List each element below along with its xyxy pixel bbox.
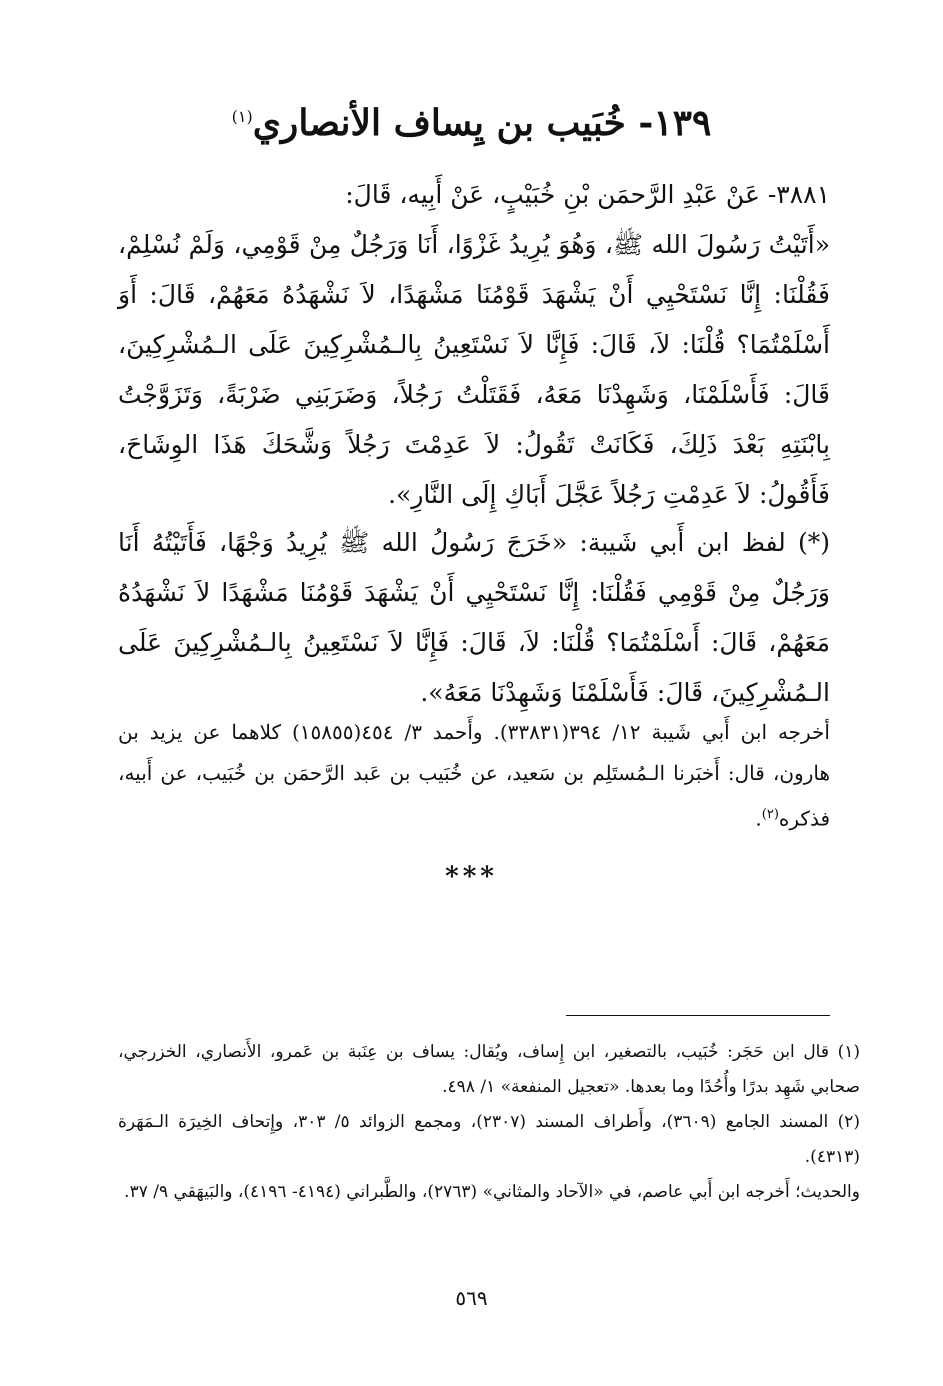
footnote-2: (٢) المسند الجامع (٣٦٠٩)، وأَطراف المسند (٢٣٠٧)، ومجمع الزوائد ٥/ ٣٠٣، وإِتحاف الخِيرَة الـمَهَرة (٤٣١٣). [118,1112,860,1167]
footnotes [118,1035,860,1210]
hadith-text [118,170,830,520]
footnote-ref-1: (١) [231,107,253,126]
takhrij-end: . [755,806,762,831]
footnote-divider [566,1015,830,1016]
footnote-ref-2: (٢) [761,807,779,822]
hadith-matn: «أَتَيْتُ رَسُولَ الله ﷺ، وَهُوَ يُرِيدُ غَزْوًا، أَنَا وَرَجُلٌ مِنْ قَوْمِي، وَلَمْ نُسْلِمْ، فَقُلْنَا: إِنَّا نَسْتَحْيِي أَنْ يَشْهَدَ قَوْمُنَا مَشْهَدًا، لاَ نَشْهَدُهُ مَعَهُمْ، قَالَ: أَوَ أَسْلَمْتُمَا؟ قُلْنَا: لاَ، قَالَ: فَإِنَّا لاَ نَسْتَعِينُ بِالـمُشْرِكِينَ عَلَى الـمُشْرِكِينَ، قَالَ: فَأَسْلَمْنَا، وَشَهِدْنَا مَعَهُ، فَقَتَلْتُ رَجُلاً، وَضَرَبَنِي ضَرْبَةً، وَتَزَوَّجْتُ بِابْنَتِهِ بَعْدَ ذَلِكَ، فَكَانَتْ تَقُولُ: لاَ عَدِمْتَ رَجُلاً وَشَّحَكَ هَذَا الوِشَاحَ، فَأَقُولُ: لاَ عَدِمْتِ رَجُلاً عَجَّلَ أَبَاكِ إِلَى النَّارِ». [118,230,830,509]
page-number: ٥٦٩ [455,1286,488,1310]
variant-wording [118,518,830,718]
chapter-heading [0,92,943,148]
chapter-title: ١٣٩- خُبَيب بن يِساف الأنصاري [252,102,712,144]
variant-text: (*) لفظ ابن أَبي شَيبة: «خَرَجَ رَسُولُ الله ﷺ يُرِيدُ وَجْهًا، فَأَتَيْتُهُ أَنَا وَرَجُلٌ مِنْ قَوْمِي فَقُلْنَا: إِنَّا نَسْتَحْيِي أَنْ يَشْهَدَ قَوْمُنَا مَشْهَدًا لاَ نَشْهَدُهُ مَعَهُمْ، قَالَ: أَسْلَمْتُمَا؟ قُلْنَا: لاَ، قَالَ: فَإِنَّا لاَ نَسْتَعِينُ بِالـمُشْرِكِينَ عَلَى الـمُشْرِكِينَ، قَالَ: فَأَسْلَمْنَا وَشَهِدْنَا مَعَهُ». [118,528,830,707]
footnote-2-continuation: والحديث؛ أَخرجه ابن أَبي عاصم، في «الآحاد والمثاني» (٢٧٦٣)، والطَّبراني (٤١٩٤- ٤١٩٦)، والبَيهَقي ٩/ ٣٧. [124,1182,860,1202]
takhrij-text: أخرجه ابن أَبي شَيبة ١٢/ ٣٩٤(٣٣٨٣١). وأَحمد ٣/ ٤٥٤(١٥٨٥٥) كلاهما عن يزيد بن هارون، قال: أَخبَرنا الـمُستَلِم بن سَعيد، عن خُبَيب بن عَبد الرَّحمَن بن خُبَيب، عن أَبيه، فذكره [118,720,830,831]
hadith-isnad: ٣٨٨١- عَنْ عَبْدِ الرَّحمَن بْنِ خُبَيْبٍ، عَنْ أَبِيه، قَالَ: [345,180,830,209]
section-separator: *** [445,862,498,892]
footnote-1: (١) قال ابن حَجَر: خُبَيب، بالتصغير، ابن إِساف، ويُقال: يساف بن عِنَبة بن عَمرو، الأَنصاري، الخزرجي، صحابي شَهِد بدرًا وأُحُدًا وما بعدها. «تعجيل المنفعة» ١/ ٤٩٨. [118,1042,860,1097]
takhrij-paragraph [118,712,830,840]
